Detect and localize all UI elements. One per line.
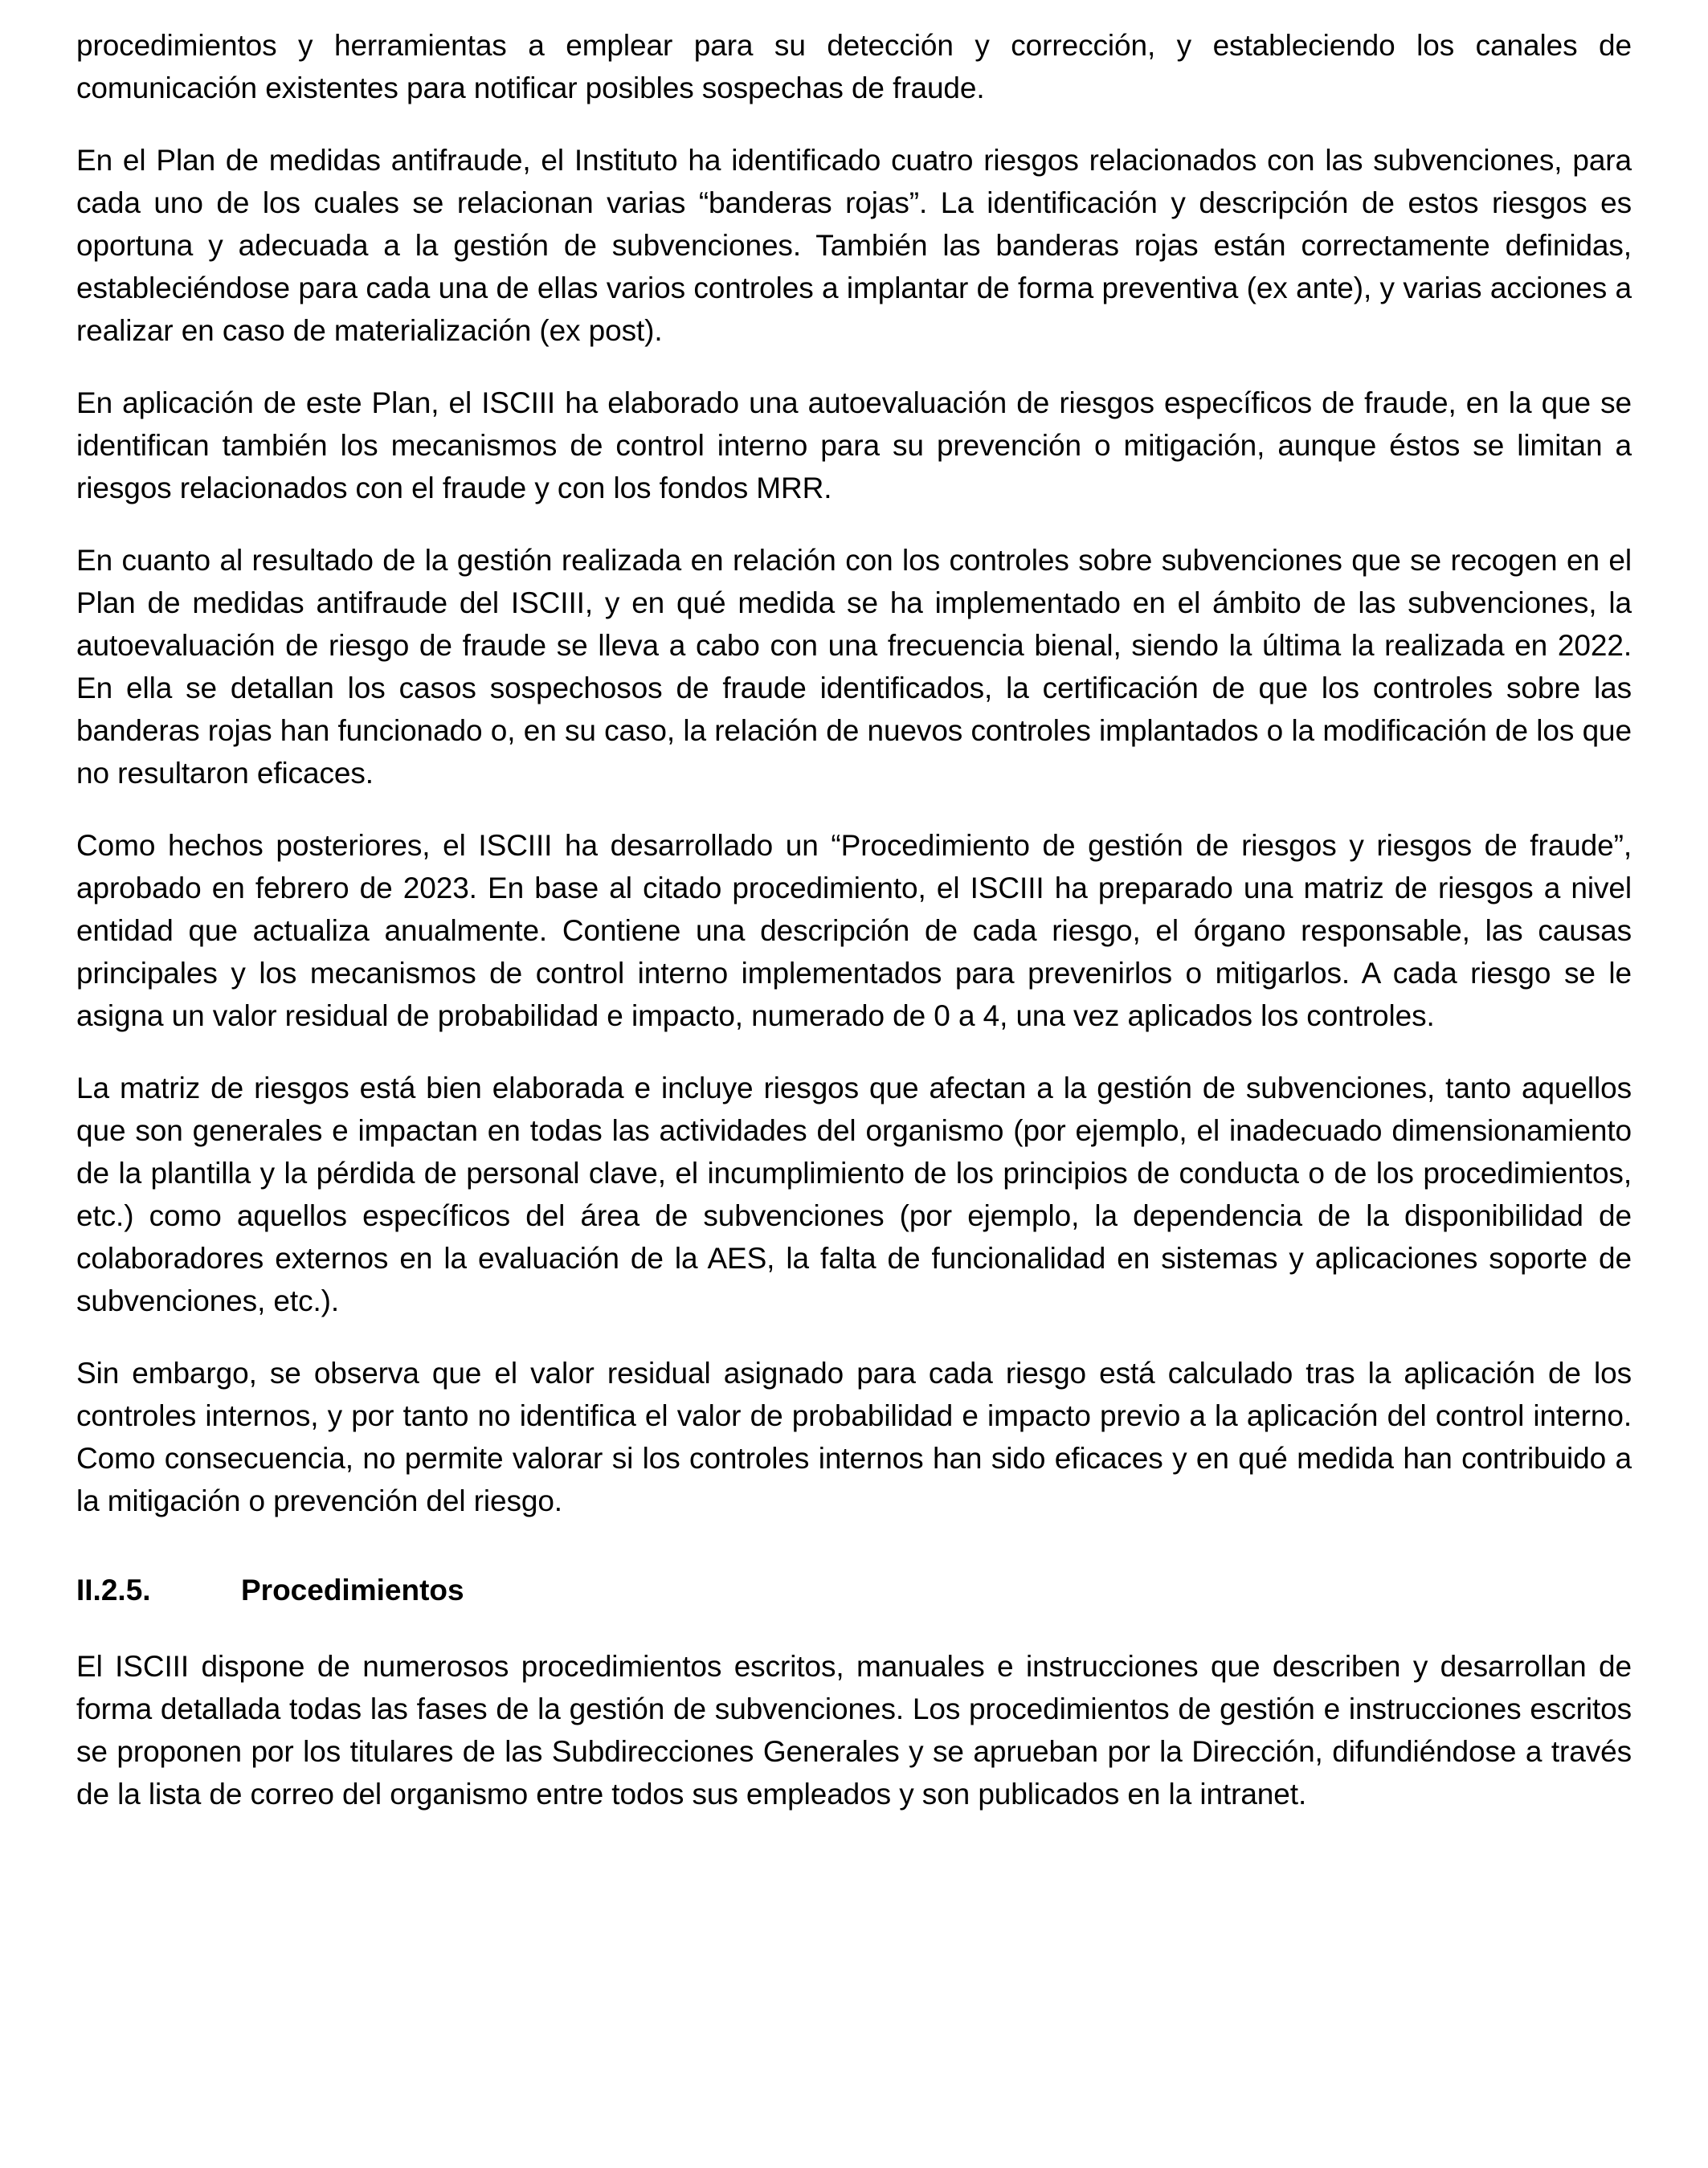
section-heading-number: II.2.5. [76,1574,151,1607]
paragraph: En cuanto al resultado de la gestión realizada en relación con los controles sobre subvenciones que se recogen en el Plan de medidas antifraude del ISCIII, y en qué medida se ha implementado en el ámbito de las subvenciones, la autoevaluación de riesgo de fraude se lleva a cabo con una frecuencia bienal, siendo la última la realizada en 2022. En ella se detallan los casos sospechosos de fraude identificados, la certificación de que los controles sobre las banderas rojas han funcionado o, en su caso, la relación de nuevos controles implantados o la modificación de los que no resultaron eficaces. [76,544,1632,790]
section-heading [76,1569,1632,1611]
paragraph: Sin embargo, se observa que el valor residual asignado para cada riesgo está calculado tras la aplicación de los controles internos, y por tanto no identifica el valor de probabilidad e impacto previo a la aplicación del control interno. Como consecuencia, no permite valorar si los controles internos han sido eficaces y en qué medida han contribuido a la mitigación o prevención del riesgo. [76,1357,1632,1517]
paragraph: En el Plan de medidas antifraude, el Instituto ha identificado cuatro riesgos relacionados con las subvenciones, para cada uno de los cuales se relacionan varias “banderas rojas”. La identificación y descripción de estos riesgos es oportuna y adecuada a la gestión de subvenciones. También las banderas rojas están correctamente definidas, estableciéndose para cada una de ellas varios controles a implantar de forma preventiva (ex ante), y varias acciones a realizar en caso de materialización (ex post). [76,144,1632,347]
paragraph: En aplicación de este Plan, el ISCIII ha elaborado una autoevaluación de riesgos específicos de fraude, en la que se identifican también los mecanismos de control interno para su prevención o mitigación, aunque éstos se limitan a riesgos relacionados con el fraude y con los fondos MRR. [76,386,1632,504]
paragraph: El ISCIII dispone de numerosos procedimientos escritos, manuales e instrucciones que describen y desarrollan de forma detallada todas las fases de la gestión de subvenciones. Los procedimientos de gestión e instrucciones escritos se proponen por los titulares de las Subdirecciones Generales y se aprueban por la Dirección, difundiéndose a través de la lista de correo del organismo entre todos sus empleados y son publicados en la intranet. [76,1650,1632,1811]
paragraph: procedimientos y herramientas a emplear para su detección y corrección, y estableciendo los canales de comunicación existentes para notificar posibles sospechas de fraude. [76,29,1632,104]
section-heading-title: Procedimientos [241,1574,464,1607]
paragraph: Como hechos posteriores, el ISCIII ha desarrollado un “Procedimiento de gestión de riesgos y riesgos de fraude”, aprobado en febrero de 2023. En base al citado procedimiento, el ISCIII ha preparado una matriz de riesgos a nivel entidad que actualiza anualmente. Contiene una descripción de cada riesgo, el órgano responsable, las causas principales y los mecanismos de control interno implementados para prevenirlos o mitigarlos. A cada riesgo se le asigna un valor residual de probabilidad e impacto, numerado de 0 a 4, una vez aplicados los controles. [76,829,1632,1032]
document-body [76,24,1632,1815]
paragraph: La matriz de riesgos está bien elaborada e incluye riesgos que afectan a la gestión de subvenciones, tanto aquellos que son generales e impactan en todas las actividades del organismo (por ejemplo, el inadecuado dimensionamiento de la plantilla y la pérdida de personal clave, el incumplimiento de los principios de conducta o de los procedimientos, etc.) como aquellos específicos del área de subvenciones (por ejemplo, la dependencia de la disponibilidad de colaboradores externos en la evaluación de la AES, la falta de funcionalidad en sistemas y aplicaciones soporte de subvenciones, etc.). [76,1072,1632,1317]
